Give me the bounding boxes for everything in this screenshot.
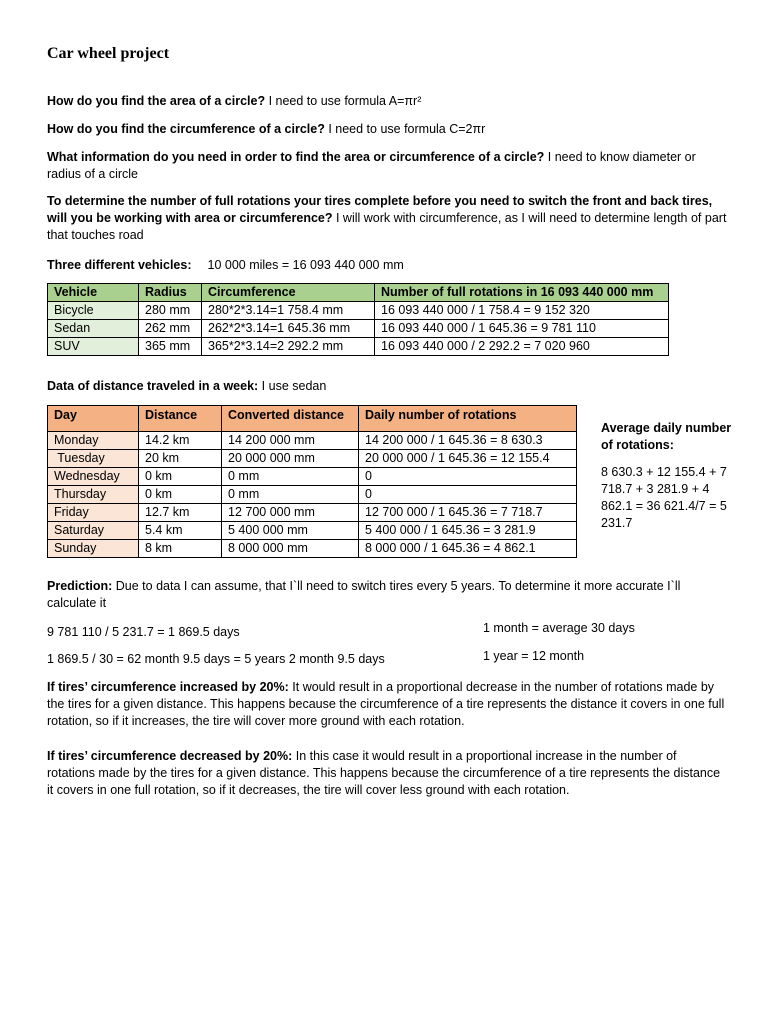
table-row [48,302,669,320]
table-cell: 5 400 000 / 1 645.36 = 3 281.9 [359,522,577,540]
table-header: Circumference [202,284,375,302]
table-cell: 12 700 000 mm [222,504,359,522]
table-cell: 8 000 000 mm [222,540,359,558]
table-cell: 0 km [139,468,222,486]
decrease-paragraph [47,748,727,799]
table-cell: 280 mm [139,302,202,320]
question-information: What information do you need in order to find the area or circumference of a circle? [47,150,545,164]
table-row [48,320,669,338]
month-note: 1 month = average 30 days [483,621,635,635]
table-header-row [48,284,669,302]
table-header: Vehicle [48,284,139,302]
distance-heading: Data of distance traveled in a week: [47,379,259,393]
average-calc: 8 630.3 + 12 155.4 + 7 718.7 + 3 281.9 + 4 862.1 = 36 621.4/7 = 5 231.7 [601,465,727,530]
table-cell: 5.4 km [139,522,222,540]
table-cell: 16 093 440 000 / 1 758.4 = 9 152 320 [375,302,669,320]
table-cell: 0 [359,486,577,504]
table-header: Distance [139,406,222,432]
prediction-calc-1: 9 781 110 / 5 231.7 = 1 869.5 days [47,625,240,639]
table-cell: 0 mm [222,486,359,504]
decrease-text: In this case it would result in a proportional increase in the number of rotations made by the tires for a given distance. This happens because the circumference of a tire represents the distance it covers in one full rotation, so if it decreases, the tire will cover less ground with each rotation. [47,749,721,797]
distance-line [47,378,727,395]
table-header: Radius [139,284,202,302]
table-cell: 280*2*3.14=1 758.4 mm [202,302,375,320]
table-cell: 0 mm [222,468,359,486]
table-header: Converted distance [222,406,359,432]
table-cell: 12 700 000 / 1 645.36 = 7 718.7 [359,504,577,522]
vehicle-table [47,283,669,356]
table-cell: 20 000 000 / 1 645.36 = 12 155.4 [359,450,577,468]
table-cell: 5 400 000 mm [222,522,359,540]
table-row [48,450,577,468]
question-circumference: How do you find the circumference of a circle? [47,122,325,136]
answer-circumference: I need to use formula C=2πr [324,122,486,136]
decrease-label: If tires’ circumference decreased by 20%: [47,749,293,763]
table-cell: 14 200 000 / 1 645.36 = 8 630.3 [359,432,577,450]
table-cell: 365 mm [139,338,202,356]
table-row [48,504,577,522]
qa-rotations [47,193,727,244]
table-cell: Sedan [48,320,139,338]
increase-paragraph [47,679,727,730]
answer-rotations: I will work with circumference, as I will need to determine length of part that touches road [47,211,727,242]
average-box [601,420,741,532]
table-cell: Thursday [48,486,139,504]
table-header: Daily number of rotations [359,406,577,432]
table-row [48,540,577,558]
table-cell: Friday [48,504,139,522]
table-header: Day [48,406,139,432]
table-cell: SUV [48,338,139,356]
table-cell: Wednesday [48,468,139,486]
table-cell: 262 mm [139,320,202,338]
table-cell: 20 km [139,450,222,468]
increase-label: If tires’ circumference increased by 20%: [47,680,289,694]
table-header: Number of full rotations in 16 093 440 000 mm [375,284,669,302]
vehicles-line [47,257,727,274]
table-header-row [48,406,577,432]
table-cell: 16 093 440 000 / 1 645.36 = 9 781 110 [375,320,669,338]
prediction-text: Due to data I can assume, that I`ll need to switch tires every 5 years. To determine it more accurate I`ll calculate it [47,579,681,610]
page-title: Car wheel project [47,45,170,62]
prediction-calc-2: 1 869.5 / 30 = 62 month 9.5 days = 5 years 2 month 9.5 days [47,652,385,666]
qa-information [47,149,727,183]
table-cell: 0 [359,468,577,486]
year-note: 1 year = 12 month [483,649,585,663]
vehicles-heading: Three different vehicles: [47,258,192,272]
table-row [48,338,669,356]
table-cell: 16 093 440 000 / 2 292.2 = 7 020 960 [375,338,669,356]
distance-table [47,405,577,558]
vehicles-note: 10 000 miles = 16 093 440 000 mm [207,258,404,272]
question-rotations: To determine the number of full rotations your tires complete before you need to switch the front and back tires, will you be working with area or circumference? [47,194,713,225]
table-cell: 14 200 000 mm [222,432,359,450]
table-cell: 365*2*3.14=2 292.2 mm [202,338,375,356]
table-cell: Sunday [48,540,139,558]
table-cell: Tuesday [48,450,139,468]
table-cell: Monday [48,432,139,450]
table-cell: 262*2*3.14=1 645.36 mm [202,320,375,338]
table-row [48,468,577,486]
qa-area [47,93,727,110]
table-row [48,432,577,450]
table-cell: 20 000 000 mm [222,450,359,468]
table-cell: Bicycle [48,302,139,320]
answer-area: I need to use formula A=πr² [265,94,422,108]
table-cell: 8 km [139,540,222,558]
prediction-label: Prediction: [47,579,113,593]
qa-circumference [47,121,727,138]
table-row [48,522,577,540]
table-cell: 0 km [139,486,222,504]
average-heading: Average daily number of rotations: [601,421,732,452]
question-area: How do you find the area of a circle? [47,94,266,108]
answer-information: I need to know diameter or radius of a circle [47,150,696,181]
table-cell: Saturday [48,522,139,540]
increase-text: It would result in a proportional decrease in the number of rotations made by the tires for a given distance. This happens because the circumference of a tire represents the distance it covers in one full rotation, so if it increases, the tire will cover more ground with each rotation. [47,680,725,728]
table-cell: 8 000 000 / 1 645.36 = 4 862.1 [359,540,577,558]
table-cell: 12.7 km [139,504,222,522]
prediction-paragraph [47,578,727,612]
table-row [48,486,577,504]
distance-note: I use sedan [258,379,327,393]
table-cell: 14.2 km [139,432,222,450]
